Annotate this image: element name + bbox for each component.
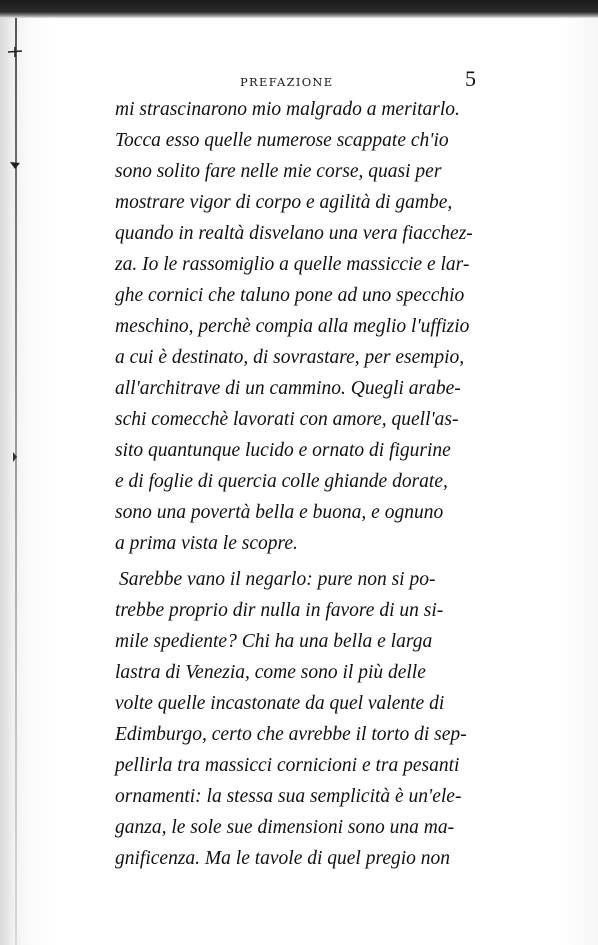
binding-thread-icon [8,47,22,57]
text-line: Tocca esso quelle numerose scappate ch'io [115,130,449,151]
text-line: Edimburgo, certo che avrebbe il torto di sep- [115,724,467,745]
page-top-edge [0,0,598,18]
text-line: pellirla tra massicci cornicioni e tra pesanti [115,755,460,776]
text-line: volte quelle incastonate da quel valente di [115,693,445,714]
text-line: meschino, perchè compia alla meglio l'uffizio [115,316,470,337]
running-head: PREFAZIONE [240,75,334,89]
text-line: a prima vista le scopre. [115,533,298,554]
text-line: sito quantunque lucido e ornato di figurine [115,440,451,461]
text-line: quando in realtà disvelano una vera fiacchez- [115,223,473,244]
binding-gutter-line [15,18,17,945]
text-line: e di foglie di quercia colle ghiande dorate, [115,471,448,492]
text-line: lastra di Venezia, come sono il più delle [115,662,426,683]
text-line: mostrare vigor di corpo e agilità di gambe, [115,192,453,213]
text-line: sono una povertà bella e buona, e ognuno [115,502,444,523]
text-line: mile spediente? Chi ha una bella e larga [115,631,433,652]
text-line: ornamenti: la stessa sua semplicità è un'ele- [115,786,462,807]
text-line: sono solito fare nelle mie corse, quasi per [115,161,442,182]
text-line: trebbe proprio dir nulla in favore di un si- [115,600,444,621]
text-line: all'architrave di un cammino. Quegli arabe- [115,378,461,399]
text-line: za. Io le rassomiglio a quelle massiccie e lar- [115,254,470,275]
text-line: ganza, le sole sue dimensioni sono una ma- [115,817,455,838]
page-number: 5 [465,66,476,91]
binding-thread-icon [8,160,22,170]
text-line: Sarebbe vano il negarlo: pure non si po- [119,569,436,590]
text-line: gnificenza. Ma le tavole di quel pregio non [115,848,451,869]
text-line: schi comecchè lavorati con amore, quell'as- [115,409,459,430]
text-line: a cui è destinato, di sovrastare, per esempio, [115,347,465,368]
text-line: ghe cornici che taluno pone ad uno specchio [115,285,465,306]
text-line: mi strascinarono mio malgrado a meritarlo. [115,99,460,120]
binding-thread-icon [8,452,22,462]
